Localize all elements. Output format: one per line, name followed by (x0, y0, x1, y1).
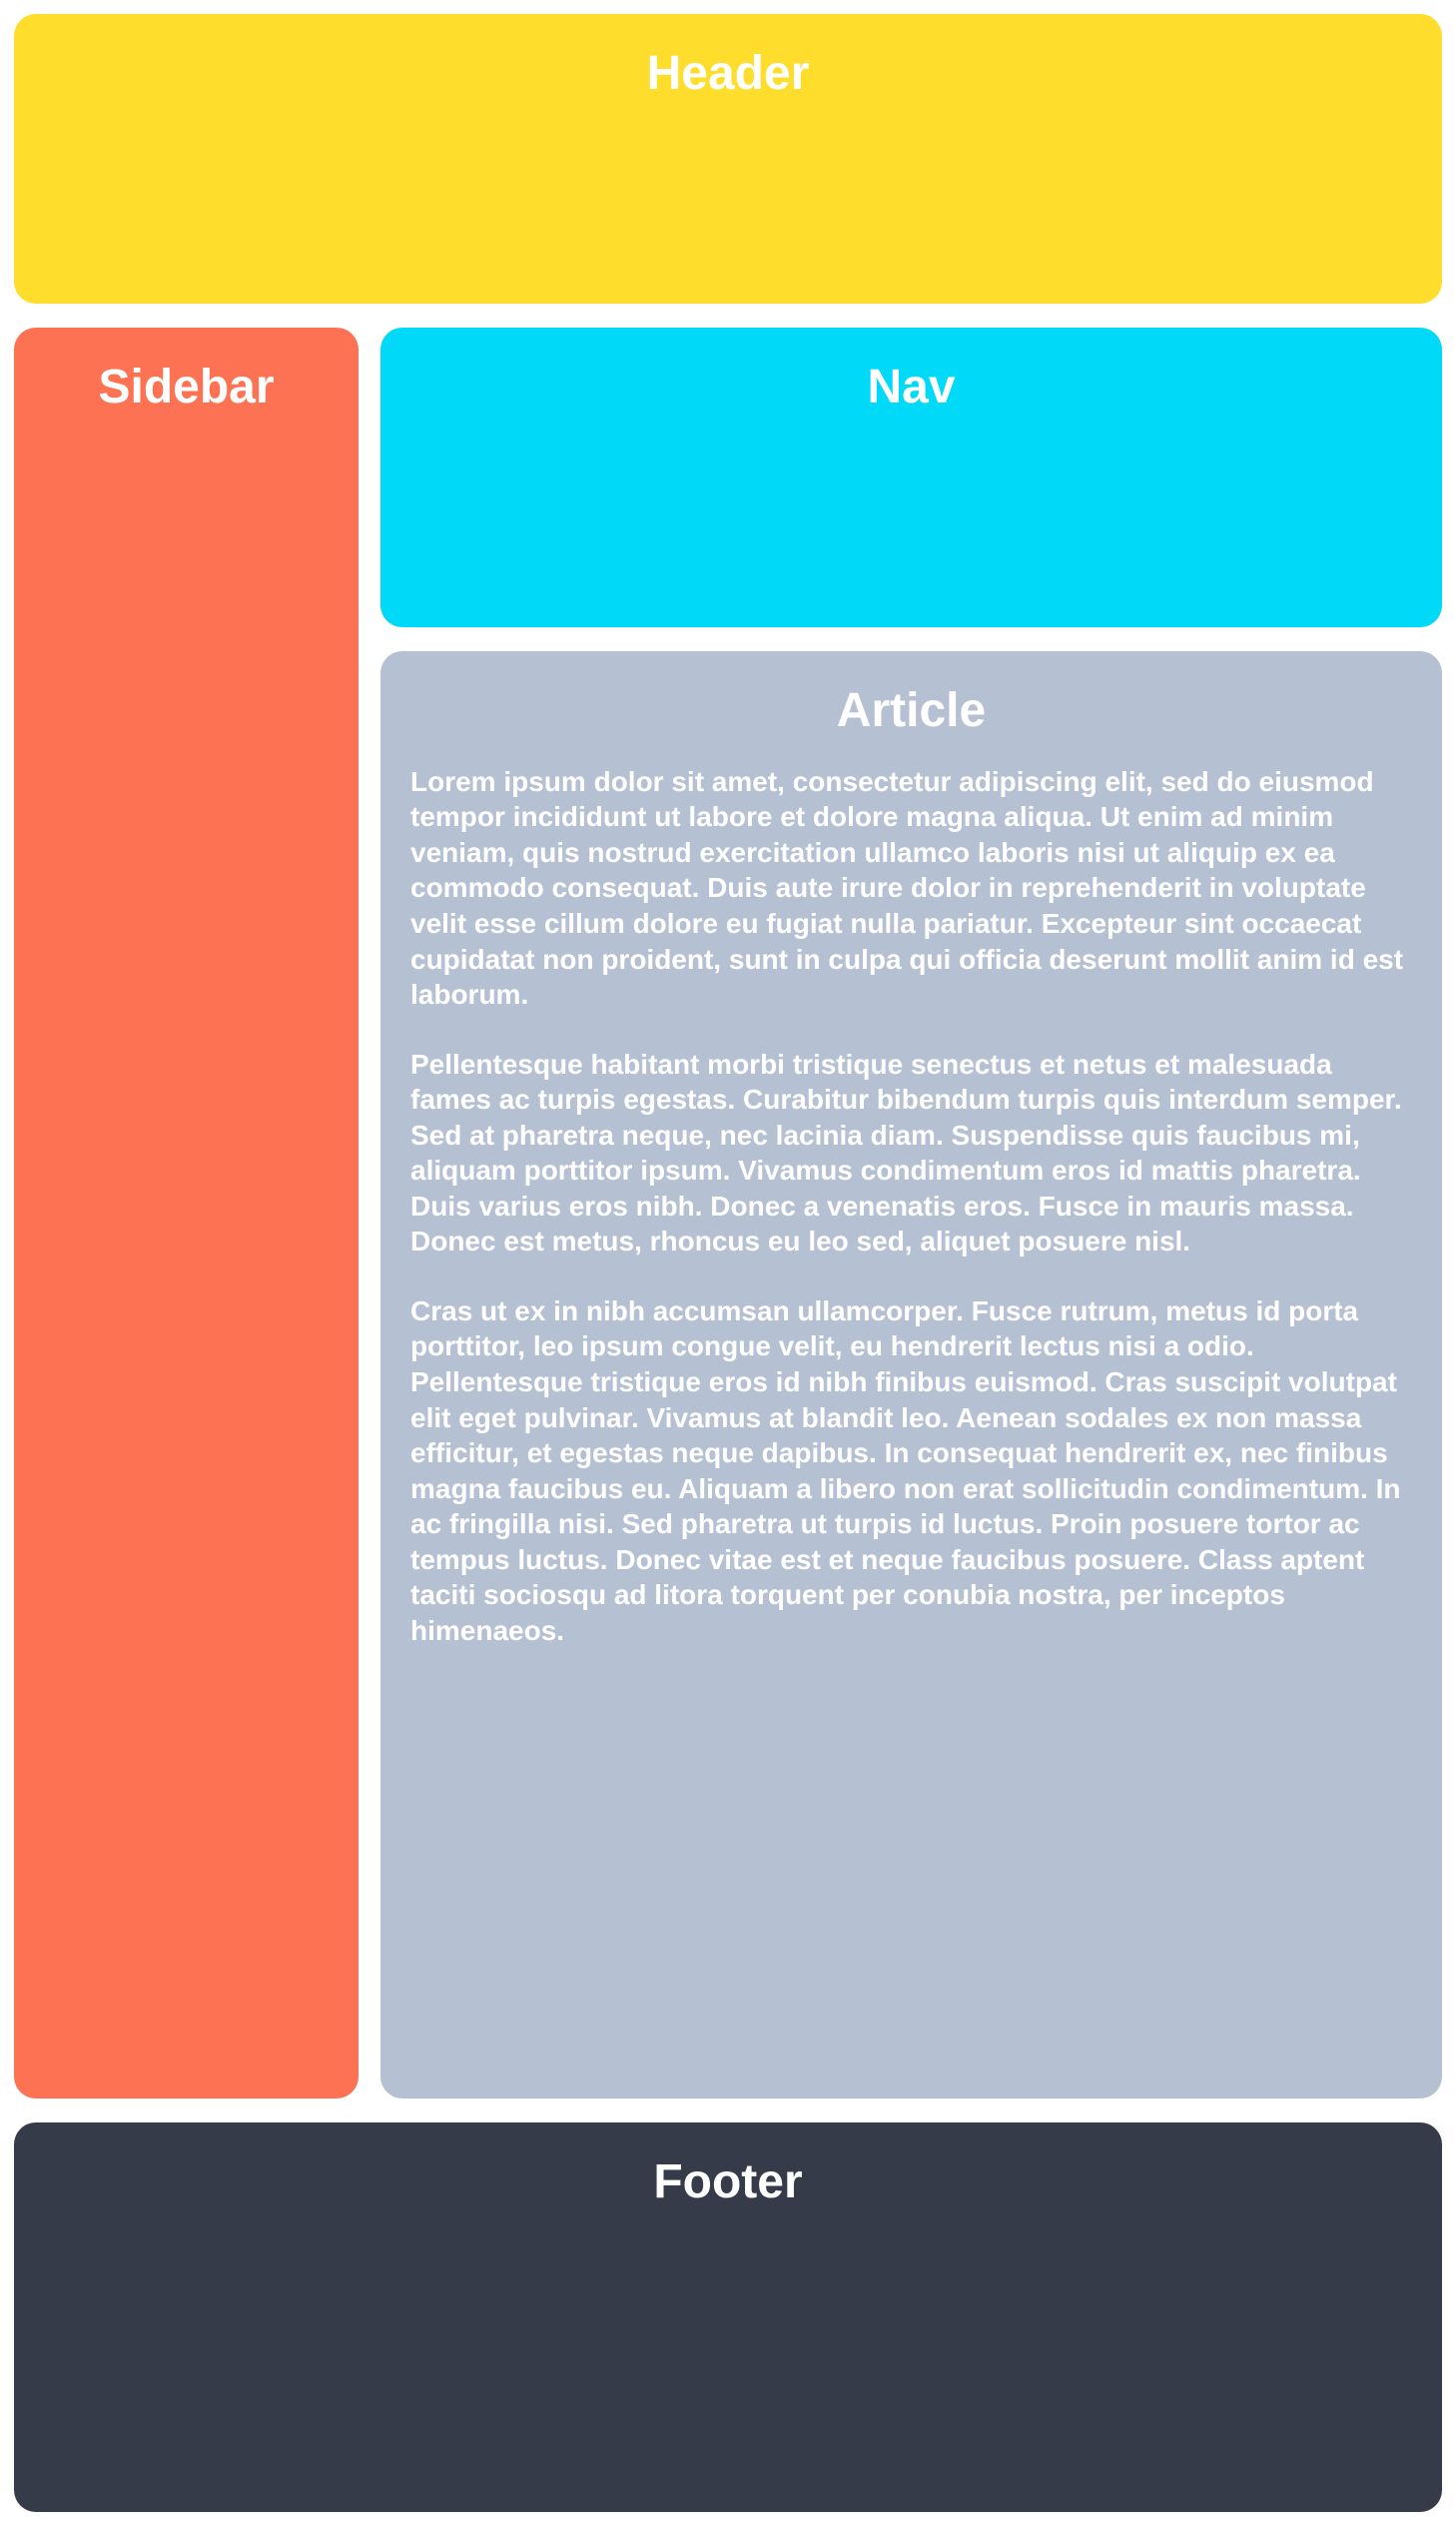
footer-title: Footer (653, 2155, 803, 2208)
nav-region (380, 328, 1442, 627)
content-column (380, 328, 1442, 2099)
article-paragraph: Cras ut ex in nibh accumsan ullamcorper. Fusce rutrum, metus id porta porttitor, leo ipsum congue velit, eu hendrerit lectus nisi a odio. Pellentesque tristique eros id nibh finibus euismod. Cras suscipit volutpat elit eget pulvinar. Vivamus at blandit leo. Aenean sodales ex non massa efficitur, et egestas neque dapibus. In consequat hendrerit ex, nec finibus magna faucibus eu. Aliquam a libero non erat sollicitudin condimentum. In ac fringilla nisi. Sed pharetra ut turpis id luctus. Proin posuere tortor ac tempus luctus. Donec vitae est et neque faucibus posuere. Class aptent taciti sociosqu ad litora torquent per conubia nostra, per inceptos himenaeos. (410, 1294, 1401, 1646)
header-title: Header (646, 47, 810, 100)
article-title: Article (836, 684, 987, 737)
article-paragraph: Pellentesque habitant morbi tristique senectus et netus et malesuada fames ac turpis egestas. Curabitur bibendum turpis quis interdum semper. Sed at pharetra neque, nec lacinia diam. Suspendisse quis faucibus mi, aliquam porttitor ipsum. Vivamus condimentum eros id mattis pharetra. Duis varius eros nibh. Donec a venenatis eros. Fusce in mauris massa. Donec est metus, rhoncus eu leo sed, aliquet posuere nisl. (410, 1048, 1402, 1258)
sidebar-region (14, 328, 359, 2099)
article-region (380, 651, 1442, 2099)
article-paragraph: Lorem ipsum dolor sit amet, consectetur adipiscing elit, sed do eiusmod tempor incididunt ut labore et dolore magna aliqua. Ut enim ad minim veniam, quis nostrud exercitation ullamco laboris nisi ut aliquip ex ea commodo consequat. Duis aute irure dolor in reprehenderit in voluptate velit esse cillum dolore eu fugiat nulla pariatur. Excepteur sint occaecat cupidatat non proident, sunt in culpa qui officia deserunt mollit anim id est laborum. (410, 765, 1404, 1011)
middle-row (14, 328, 1442, 2099)
sidebar-title: Sidebar (98, 361, 275, 414)
footer-region (14, 2122, 1442, 2512)
header-region (14, 14, 1442, 304)
nav-title: Nav (867, 361, 956, 414)
